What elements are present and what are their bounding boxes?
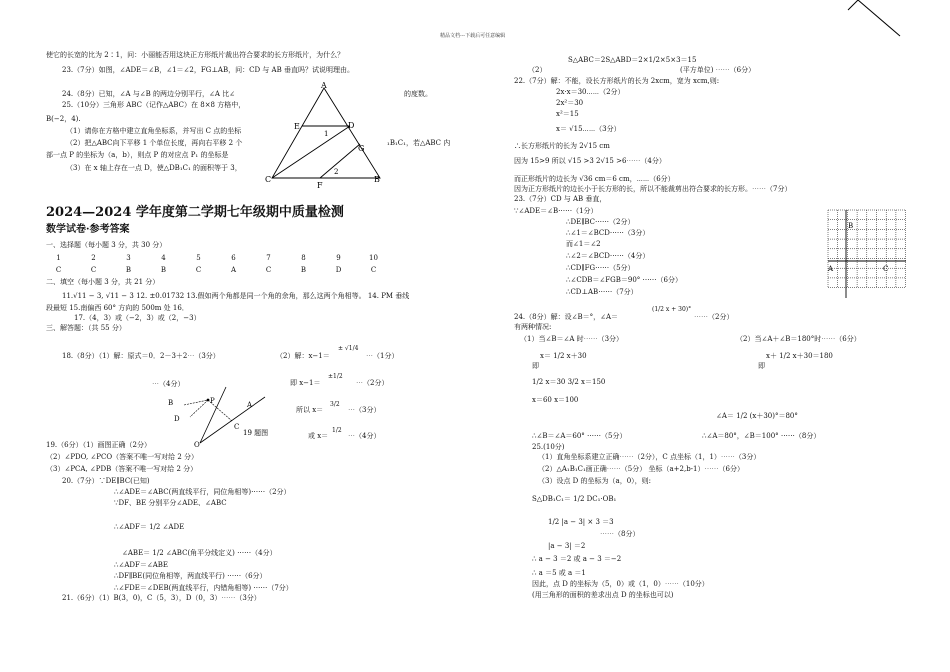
r-q22-8: 而正形纸片的边长为 √36 cm＝6 cm，⋯⋯（6分） xyxy=(514,175,675,183)
q20-line-7: ∴DF∥BE(同位角相等，两直线平行) ⋯⋯（6分） xyxy=(114,572,267,580)
r-q23-6: ∴CD∥FG⋯⋯（5分） xyxy=(566,264,635,272)
section-3: 三、解答题：（共 55 分） xyxy=(46,324,126,332)
r-q25-area: S△DB₁C₁＝ 1/2 DC₁·OB₁ xyxy=(532,495,617,503)
r-q24: 24.（8分）解：设∠B＝°，∠A＝ xyxy=(514,313,619,321)
r-q24-res2: ∴∠A＝80°，∠B＝100° ⋯⋯（8分） xyxy=(702,432,821,440)
fig19-D: D xyxy=(174,415,180,423)
q20-line-4: ∴∠ADF＝ 1/2 ∠ADE xyxy=(114,523,185,531)
r-q24-score: ⋯⋯（2分） xyxy=(694,313,734,321)
grid-figure xyxy=(826,208,910,300)
r-area-formula: S△ABC＝2S△ABD＝2×1/2×5×3＝15 xyxy=(568,56,697,64)
label-E: E xyxy=(294,122,300,131)
label-2: 2 xyxy=(334,168,339,176)
r-q23-4: 而∠1＝∠2 xyxy=(566,240,601,248)
section-1: 一、选择题（每小题 3 分，共 30 分） xyxy=(46,241,167,249)
label-B: B xyxy=(374,175,380,184)
fig19-caption: 19 题图 xyxy=(243,429,269,437)
fill-line-3: 17.（4，3）或（−2，3）或（2，−3） xyxy=(74,314,201,322)
q18-step-4: 或 x＝ xyxy=(308,432,329,440)
figure-19 xyxy=(160,385,280,450)
r-q25-2: （2）△A₁B₁C₁画正确⋯⋯（5分） 坐标（a+2,b-1）⋯⋯（6分） xyxy=(538,465,744,473)
label-1: 1 xyxy=(324,130,329,138)
q18-part1: 18.（8分）（1）解：原式＝0．2－3＋2⋯（3分） xyxy=(62,352,220,360)
label-G: G xyxy=(358,144,365,153)
r-q24-angle: ∠A＝ 1/2 (x＋30)°＝80° xyxy=(716,412,798,420)
r-q23: 23.（7分）CD 与 AB 垂直， xyxy=(514,195,607,203)
exam-q25-3: （3）在 x 轴上存在一点 D，使△DB₁C₁ 的面积等于 3， xyxy=(66,164,242,172)
r-q25-1: （1）直角坐标系建立正确⋯⋯（2分），C 点坐标（1，1）⋯⋯（3分） xyxy=(538,453,761,461)
r-q25-eq1: 1/2 |a − 3| × 3 ＝3 xyxy=(548,518,614,526)
r-q24-eq4: x＝60 x＝100 xyxy=(532,396,579,404)
r-q22-5: x＝ √15⋯⋯（3分） xyxy=(556,125,621,133)
q19-3: （3）∠PCA, ∠PDB（答案不唯一写对给 2 分） xyxy=(46,465,198,473)
page-title: 2024—2024 学年度第二学期七年级期中质量检测 xyxy=(46,205,344,220)
exam-q25-2a: （2）把△ABC向下平移 1 个单位长度，再向右平移 2 个 xyxy=(66,139,243,147)
fig19-A: A xyxy=(247,401,253,409)
label-F: F xyxy=(317,181,323,190)
label-C: C xyxy=(265,175,272,184)
q18-frac-1: ± √1/4 xyxy=(338,345,359,352)
r-q23-8: ∴CD⊥AB⋯⋯（7分） xyxy=(566,288,638,296)
q20-line-8: ∴∠FDE＝∠DEB(两直线平行，内错角相等) ⋯⋯（7分） xyxy=(114,584,293,592)
r-q22-2: 2x·x＝30⋯⋯（2分） xyxy=(556,88,625,96)
r-q24-eq3: 1/2 x＝30 3/2 x＝150 xyxy=(532,378,606,386)
r-q23-1: ∵∠ADE＝∠B⋯⋯（1分） xyxy=(514,207,598,215)
r-part2: （2） xyxy=(528,66,547,74)
q18-frac-3: 3/2 xyxy=(330,401,340,408)
q18-step-3: 所以 x＝ xyxy=(296,406,324,414)
page-header: 精品文档---下载后可任意编辑 xyxy=(440,33,506,39)
q18-score-4b: ⋯（4分） xyxy=(348,432,381,440)
q20-line-3: ∵DF、BE 分别平分∠ADE、∠ABC xyxy=(114,499,227,507)
r-q23-7: ∴∠CDB＝∠FGB＝90° ⋯⋯（6分） xyxy=(566,276,682,284)
r-q22-9: 因为正方形纸片的边长小于长方形的长，所以不能裁剪出符合要求的长方形。⋯⋯（7分） xyxy=(514,185,792,193)
r-q24-res1: ∴∠B＝∠A＝60° ⋯⋯（5分） xyxy=(532,432,627,440)
r-q25-eq3: ∴ a − 3 ＝2 或 a − 3 ＝−2 xyxy=(532,555,622,563)
q18-score-3: ⋯（3分） xyxy=(348,406,381,414)
r-q23-5: ∴∠2＝∠BCD⋯⋯（4分） xyxy=(566,252,650,260)
fill-line-2: 段最短 15.南偏西 60° 方向的 500m 处 16． xyxy=(46,304,189,312)
r-q22-4: x²＝15 xyxy=(556,110,579,118)
r-q24-expr: (1/2 x + 30)° xyxy=(652,306,692,313)
r-q24-case1: （1）当∠B＝∠A 时⋯⋯（3分） xyxy=(520,335,624,343)
r-q25-eq4: ∴ a ＝5 或 a ＝1 xyxy=(532,569,586,577)
mc-answers: C C B B C A C B D C xyxy=(55,266,377,274)
section-2: 二、填空（每小题 3 分，共 21 分） xyxy=(46,278,160,286)
r-q25-score8: ⋯⋯（8分） xyxy=(600,530,640,538)
q18-score-2: ⋯（2分） xyxy=(356,379,389,387)
exam-q25-2c: 部一点 P 的坐标为（a，b），则点 P 的对应点 P₁ 的坐标是 xyxy=(46,151,229,159)
exam-q24-a: 24.（8分）已知，∠A 与∠B 的两边分别平行，∠A 比∠ xyxy=(62,90,235,98)
r-q22: 22.（7分）解：不能，设长方形纸片的长为 2xcm，宽为 xcm,则: xyxy=(514,77,720,85)
fig19-O: O xyxy=(194,441,200,449)
q18-score-1: ⋯（1分） xyxy=(366,352,399,360)
mc-numbers: 1 2 3 4 5 6 7 8 9 10 xyxy=(56,254,378,262)
r-q24-ji1: 即 xyxy=(532,362,539,370)
r-q24-ji2: 即 xyxy=(758,362,765,370)
r-area-score: (平方单位) ⋯⋯（6分） xyxy=(680,66,756,74)
q18-step-2: 即 x−1＝ xyxy=(290,379,321,387)
q18-score-4: ⋯（4分） xyxy=(152,380,185,388)
label-A: A xyxy=(321,81,327,90)
grid-label-C: C xyxy=(883,265,889,273)
q19-1: 19.（6分）（1）画图正确（2分） xyxy=(46,441,151,449)
fig19-B: B xyxy=(168,399,174,407)
page-subtitle: 数学试卷·参考答案 xyxy=(46,224,130,235)
r-q24-eq1: x＝ 1/2 x＋30 xyxy=(540,352,587,360)
r-q22-6: ∴长方形纸片的长为 2√15 cm xyxy=(514,142,610,150)
exam-q25: 25.（10分）三角形 ABC（记作△ABC）在 8×8 方格中， xyxy=(62,101,246,109)
fig19-C: C xyxy=(234,423,240,431)
r-q25-3: （3）设点 D 的坐标为（a，0），则: xyxy=(538,477,652,485)
exam-q23: 23.（7分）如图，∠ADE＝∠B，∠1＝∠2，FG⊥AB，问：CD 与 AB 垂直吗？试说明理由。 xyxy=(62,66,354,74)
triangle-figure xyxy=(262,80,387,192)
q18-part2: （2）解：x−1＝ xyxy=(276,352,330,360)
q21: 21.（6分）（1）B(3，0)，C（5，3），D（0，3）⋯⋯（3分） xyxy=(62,594,261,602)
r-q22-7: 因为 15>9 所以 √15 >3 2√15 >6⋯⋯（4分） xyxy=(514,157,666,165)
r-q24-case2: （2）当∠A＋∠B＝180°时⋯⋯（6分） xyxy=(736,335,861,343)
r-q22-3: 2x²＝30 xyxy=(556,99,584,107)
corner-mark xyxy=(840,0,940,40)
fill-line-1: 11.√11 − 3, √11 − 3 12. ±0.01732 13.假如两个角都是同一个角的余角，那么这两个角相等。 14. PM 垂线 xyxy=(62,292,410,300)
r-q25-note: (用三角形的面积的差求出点 D 的坐标也可以) xyxy=(532,591,674,599)
q18-frac-2: ±1/2 xyxy=(328,373,343,380)
r-q24-eq2: x＋ 1/2 x＋30＝180 xyxy=(766,352,833,360)
r-q23-3: ∴∠1＝∠BCD⋯⋯（3分） xyxy=(566,229,650,237)
grid-label-B: B xyxy=(848,222,854,230)
q19-2: （2）∠PDO, ∠PCO（答案不唯一写对给 2 分） xyxy=(46,453,198,461)
r-q25-eq2: |a − 3| ＝2 xyxy=(548,542,586,550)
label-D: D xyxy=(348,121,355,130)
exam-line-1: 使它的长宽的比为 2∶1，问：小丽能否用这块正方形纸片裁出符合要求的长方形纸片，为什么？ xyxy=(46,51,345,59)
r-q25: 25.(10分) xyxy=(532,443,565,451)
grid-label-A: A xyxy=(828,265,834,273)
exam-q24-b: 的度数。 xyxy=(404,90,432,98)
exam-q25-1: （1）请你在方格中建立直角坐标系，并写出 C 点的坐标 xyxy=(66,127,242,135)
exam-q25-b: B(−2，4). xyxy=(46,115,81,123)
r-q23-2: ∴DE∥BC⋯⋯（2分） xyxy=(566,218,635,226)
r-q25-ans: 因此，点 D 的坐标为（5，0）或（1，0）⋯⋯（10分） xyxy=(532,580,709,588)
q18-frac-4: 1/2 xyxy=(332,427,342,434)
q20-line-2: ∴∠ADE＝∠ABC(两直线平行，同位角相等)⋯⋯（2分） xyxy=(114,488,291,496)
q20-line-1: 20.（7分）∵DE∥BC(已知) xyxy=(62,477,150,485)
r-q24-cases: 有两种情况: xyxy=(514,323,552,331)
exam-q25-2b: A₁B₁C₁，若△ABC 内 xyxy=(382,139,451,147)
q20-line-6: ∴∠ADF＝∠ABE xyxy=(114,561,169,569)
fig19-P: P xyxy=(210,397,215,405)
q20-line-5: ∠ABE＝ 1/2 ∠ABC(角平分线定义) ⋯⋯（4分） xyxy=(122,549,277,557)
